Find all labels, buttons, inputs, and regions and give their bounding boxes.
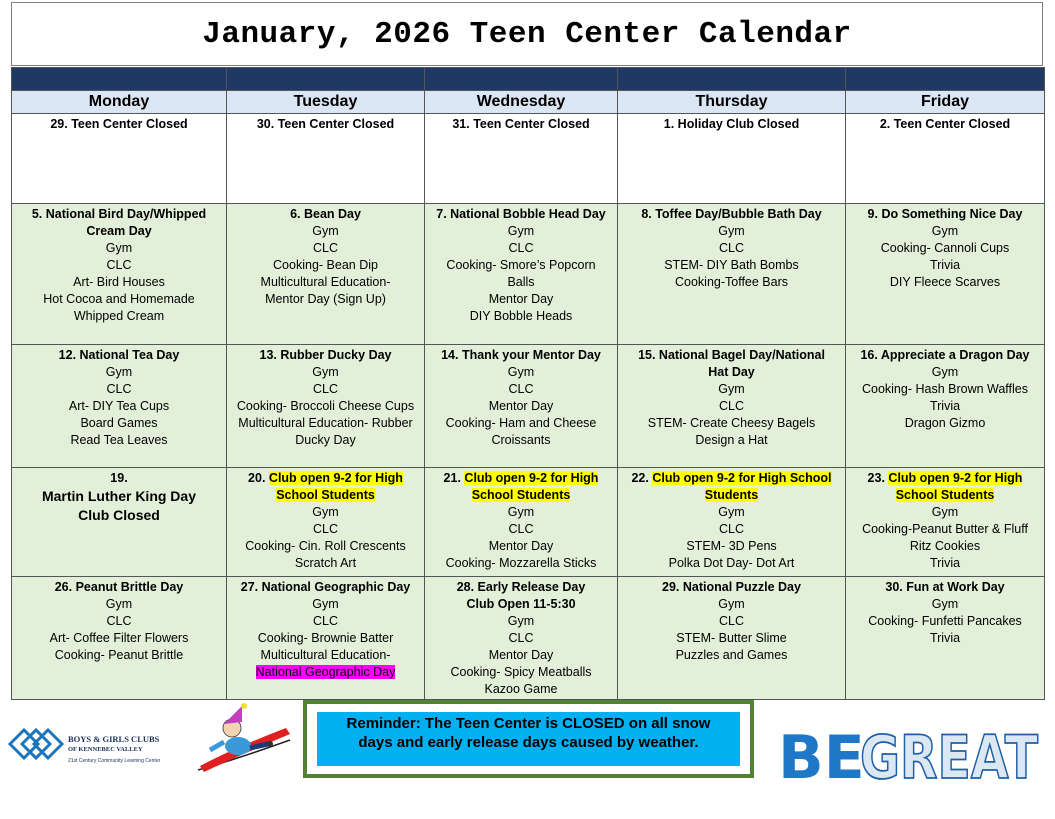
week-row [12,577,1045,700]
day-heading [230,470,421,487]
boys-girls-clubs-logo [8,722,188,772]
activity-item: Gym [507,614,535,628]
activity-item: Cooking-Toffee Bars [674,275,789,289]
calendar-title: January, 2026 Teen Center Calendar [202,16,852,52]
activity-item: Gym [312,505,339,519]
activity-item: Puzzles and Games [675,648,788,662]
header-bar-cell [12,68,227,91]
day-number: 21. [443,471,461,485]
day-heading: 1. Holiday Club Closed [663,117,800,131]
day-header-row [12,91,1045,114]
day-heading: Hat Day [708,365,755,379]
activity-item: Trivia [929,258,961,272]
activity-item: Trivia [929,631,961,645]
activity-item: Mentor Day [488,648,554,662]
activity-item: Gym [718,505,745,519]
activity-item: Multicultural Education- [260,275,391,289]
activity-item: Ducky Day [295,433,356,447]
activity-item: Cooking- Broccoli Cheese Cups [236,399,415,413]
day-heading: 15. National Bagel Day/National [638,348,825,362]
activity-item: Gym [312,224,339,238]
activity-item: Gym [312,365,339,379]
activity-item: Mentor Day (Sign Up) [265,292,386,306]
day-cell-tuesday [227,345,425,468]
activity-item: CLC [718,614,744,628]
day-cell-friday [846,577,1045,700]
highlight-note: Club open 9-2 for High School [652,471,832,485]
activity-item: Cooking- Cin. Roll Crescents [245,539,406,553]
day-heading: 8. Toffee Day/Bubble Bath Day [641,207,822,221]
activity-item: Croissants [491,433,551,447]
activity-item: STEM- 3D Pens [686,539,777,553]
day-cell-monday [12,468,227,577]
activity-item: CLC [106,614,132,628]
day-header-tuesday: Tuesday [227,91,425,114]
day-heading: 9. Do Something Nice Day [867,207,1023,221]
activity-item: CLC [718,399,744,413]
activity-item: Gym [105,597,133,611]
day-heading: 28. Early Release Day [456,580,586,594]
day-heading [849,470,1041,487]
activity-item: Cooking- Mozzarella Sticks [445,556,597,570]
week-row [12,345,1045,468]
day-cell-thursday [618,468,846,577]
activity-item: CLC [106,258,132,272]
be-great-logo [778,718,1040,788]
activity-item: DIY Bobble Heads [469,309,573,323]
day-heading: 29. Teen Center Closed [50,117,188,131]
day-cell-monday [12,345,227,468]
weeks-body [12,114,1045,700]
activity-item: Board Games [80,416,158,430]
day-heading: 6. Bean Day [290,207,361,221]
activity-item: Mentor Day [488,399,554,413]
activity-item: Gym [931,597,959,611]
activity-item: Gym [312,597,339,611]
activity-item: Art- Bird Houses [73,275,165,289]
day-heading [428,487,614,504]
day-cell-friday [846,114,1045,204]
activity-item: Cooking- Bean Dip [273,258,378,272]
highlight-note: Club open 9-2 for High [888,471,1023,485]
day-cell-thursday [618,114,846,204]
great-text: GREAT [860,723,1039,788]
day-cell-thursday [618,204,846,345]
day-cell-monday [12,204,227,345]
week-row [12,204,1045,345]
day-cell-thursday [618,345,846,468]
day-heading: 30. Fun at Work Day [885,580,1005,594]
highlight-note: School Students [895,488,995,502]
activity-item: Mentor Day [488,292,554,306]
activity-item: Gym [931,365,959,379]
day-heading: 16. Appreciate a Dragon Day [860,348,1030,362]
header-bar-cell [618,68,846,91]
reminder-line1: Reminder: The Teen Center is CLOSED on all snow [346,715,711,732]
day-header-monday: Monday [12,91,227,114]
calendar-table [11,67,1045,700]
day-heading: 13. Rubber Ducky Day [259,348,392,362]
activity-item: Trivia [929,556,961,570]
day-heading: 29. National Puzzle Day [662,580,801,594]
activity-item: Art- Coffee Filter Flowers [49,631,189,645]
clubs-hands-icon [10,730,62,758]
activity-item: CLC [312,522,338,536]
highlight-note: Club open 9-2 for High [464,471,599,485]
activity-item: Gym [931,505,959,519]
activity-item: CLC [312,382,338,396]
activity-item: Whipped Cream [73,309,165,323]
day-cell-wednesday [425,468,618,577]
day-cell-monday [12,114,227,204]
day-cell-wednesday [425,345,618,468]
day-number: 19. [110,471,128,485]
sledding-kid-icon [194,700,294,778]
day-heading [849,487,1041,504]
activity-item: Gym [507,365,535,379]
day-heading: 27. National Geographic Day [240,580,411,594]
reminder-box [317,712,740,766]
day-heading [621,470,842,487]
day-cell-monday [12,577,227,700]
activity-item: Gym [507,505,535,519]
day-cell-friday [846,204,1045,345]
activity-item: CLC [508,382,534,396]
highlight-note: School Students [276,488,375,502]
activity-item: CLC [106,382,132,396]
activity-item: Gym [718,224,745,238]
day-heading: 31. Teen Center Closed [452,117,590,131]
activity-item: CLC [312,614,338,628]
activity-item: Polka Dot Day- Dot Art [668,556,795,570]
activity-item: Balls [507,275,535,289]
activity-item: Multicultural Education- Rubber [238,416,413,430]
activity-item: CLC [718,522,744,536]
day-cell-thursday [618,577,846,700]
header-bar [12,68,1045,91]
header-bar-cell [846,68,1045,91]
day-cell-friday [846,468,1045,577]
activity-item: Cooking- Peanut Brittle [54,648,184,662]
day-heading: 12. National Tea Day [58,348,180,362]
activity-item: CLC [718,241,744,255]
logo-line3: 21st Century Community Learning Center [68,758,161,764]
day-header-friday: Friday [846,91,1045,114]
day-heading: Cream Day [86,224,152,238]
activity-item: Cooking- Smore’s Popcorn [446,258,596,272]
header-bar-cell [227,68,425,91]
day-heading: 14. Thank your Mentor Day [441,348,601,362]
day-cell-wednesday [425,204,618,345]
activity-item: Gym [507,224,535,238]
day-cell-tuesday [227,468,425,577]
day-heading [621,487,842,504]
reminder-frame [303,700,754,778]
activity-item: CLC [312,241,338,255]
header-bar-cell [425,68,618,91]
activity-item: Trivia [929,399,961,413]
be-text: BE [778,723,865,788]
activity-item: Kazoo Game [484,682,558,696]
highlight-note: Club open 9-2 for High [268,471,403,485]
day-number: 23. [867,471,885,485]
activity-item: CLC [508,522,534,536]
activity-item: Gym [105,241,133,255]
day-cell-tuesday [227,577,425,700]
day-heading [230,487,421,504]
week-row [12,468,1045,577]
highlight-note: School Students [471,488,571,502]
activity-item: STEM- Butter Slime [676,631,787,645]
activity-item: Gym [718,597,745,611]
day-cell-wednesday [425,577,618,700]
activity-item: Cooking- Brownie Batter [257,631,394,645]
calendar-title-box [11,2,1043,66]
week-row [12,114,1045,204]
day-heading: 7. National Bobble Head Day [436,207,606,221]
activity-item: Gym [105,365,133,379]
day-heading: 30. Teen Center Closed [256,117,395,131]
highlight-note: Students [704,488,759,502]
activity-item: Cooking-Peanut Butter & Fluff [862,522,1028,536]
day-number: 22. [631,471,649,485]
activity-item: STEM- Create Cheesy Bagels [647,416,816,430]
day-cell-tuesday [227,204,425,345]
activity-item: Cooking- Hash Brown Waffles [861,382,1029,396]
activity-item: Mentor Day [488,539,554,553]
activity-item: Ritz Cookies [909,539,981,553]
activity-item: Cooking- Spicy Meatballs [450,665,592,679]
reminder-line2: days and early release days caused by weather. [358,734,699,751]
pink-highlight-note: National Geographic Day [255,665,396,679]
activity-item: Art- DIY Tea Cups [68,399,170,413]
day-number: 20. [248,471,266,485]
activity-item: CLC [508,241,534,255]
activity-item: DIY Fleece Scarves [889,275,1001,289]
activity-item: CLC [508,631,534,645]
activity-item: Cooking- Ham and Cheese [445,416,597,430]
activity-item: Design a Hat [695,433,768,447]
day-heading: 2. Teen Center Closed [879,117,1011,131]
activity-item [230,664,421,681]
activity-item: Cooking- Cannoli Cups [880,241,1010,255]
activity-item: Gym [718,382,745,396]
activity-item: Scratch Art [294,556,357,570]
activity-item: Gym [931,224,959,238]
activity-item: Dragon Gizmo [904,416,986,430]
holiday-note: Martin Luther King Day [41,488,196,504]
day-header-thursday: Thursday [618,91,846,114]
day-cell-wednesday [425,114,618,204]
holiday-note: Club Closed [78,507,160,523]
day-cell-tuesday [227,114,425,204]
day-header-wednesday: Wednesday [425,91,618,114]
logo-line1: BOYS & GIRLS CLUBS [68,734,160,744]
activity-item: Cooking- Funfetti Pancakes [868,614,1022,628]
activity-item: Read Tea Leaves [70,433,168,447]
activity-item: STEM- DIY Bath Bombs [664,258,799,272]
day-heading [428,470,614,487]
day-heading: 26. Peanut Brittle Day [54,580,184,594]
day-heading: 5. National Bird Day/Whipped [31,207,207,221]
activity-item: Hot Cocoa and Homemade [43,292,195,306]
activity-item: Multicultural Education- [260,648,391,662]
day-heading: Club Open 11-5:30 [466,597,576,611]
day-cell-friday [846,345,1045,468]
logo-line2: OF KENNEBEC VALLEY [68,746,143,753]
